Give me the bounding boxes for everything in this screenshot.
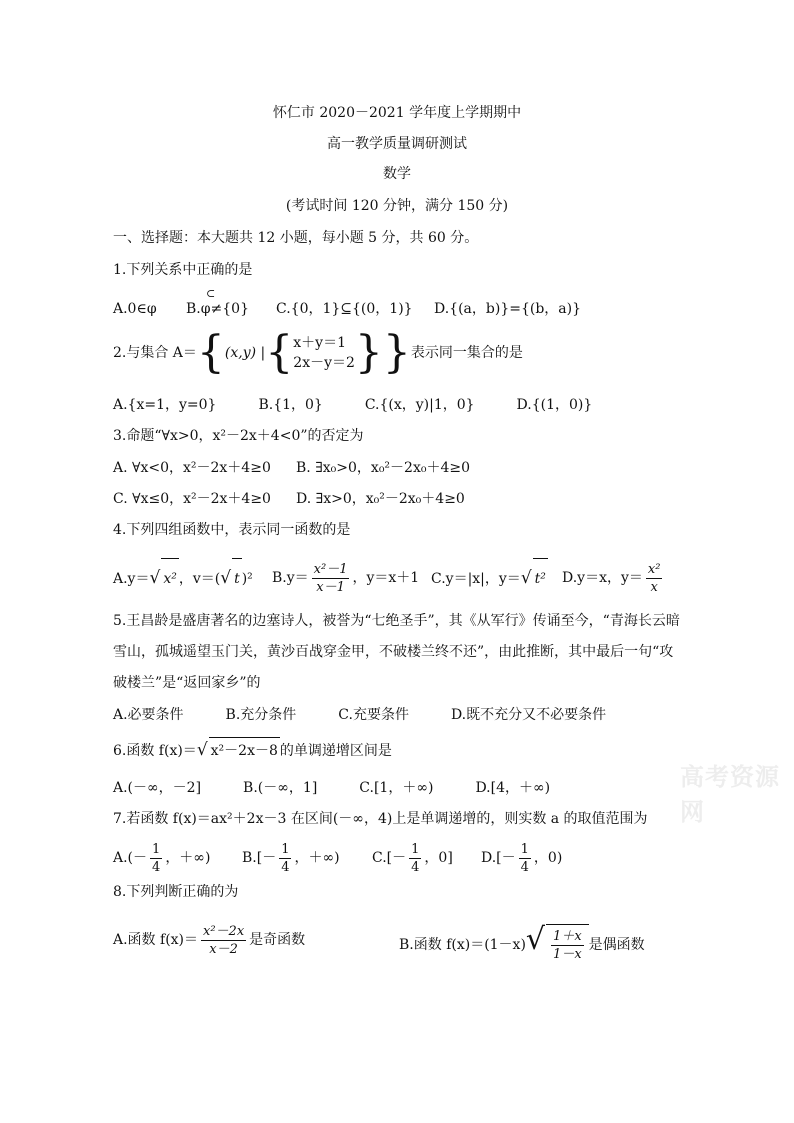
q1-option-a: A.0∈φ bbox=[113, 301, 157, 317]
q6-stem: 6.函数 f(x)＝√ x²－2x－8 的单调递增区间是 bbox=[113, 737, 392, 764]
q2-stem: 2.与集合 A＝{(x,y) |{ x＋y＝1 2x－y＝2 }}表示同一集合的是 bbox=[113, 327, 523, 378]
q1-option-b-mark: ⊂ bbox=[206, 287, 216, 300]
sqrt-icon: √ bbox=[220, 568, 232, 588]
watermark-logo: 高考资源网 bbox=[680, 762, 780, 826]
q2-options: A.{x=1，y=0} B.{1，0} C.{(x，y)|1，0} D.{(1，0)} bbox=[113, 397, 593, 413]
q3-option-c: C. ∀x≤0，x²－2x＋4≥0 bbox=[113, 491, 271, 507]
exam-title: 高一教学质量调研测试 bbox=[327, 136, 467, 152]
exam-time-note: (考试时间 120 分钟，满分 150 分) bbox=[285, 198, 509, 214]
exam-school-line: 怀仁市 2020－2021 学年度上学期期中 bbox=[272, 105, 522, 121]
q8-option-b: B.函数 f(x)＝(1－x)√ $\frac{1+x}{1-x}$ 是偶函数 bbox=[399, 920, 645, 965]
q1-stem: 1.下列关系中正确的是 bbox=[113, 262, 253, 278]
left-brace-icon: { bbox=[196, 327, 225, 378]
q3-stem: 3.命题“∀x>0，x²－2x＋4<0”的否定为 bbox=[113, 428, 364, 444]
fraction: $\frac{1}{4}$ bbox=[281, 841, 290, 875]
fraction: $\frac{1}{4}$ bbox=[411, 841, 420, 875]
q6-options: A.(－∞，－2] B.(－∞，1] C.[1，＋∞) D.[4，＋∞) bbox=[113, 780, 551, 796]
q5-line-3: 破楼兰”是“返回家乡”的 bbox=[113, 675, 261, 691]
sqrt-icon: √ bbox=[525, 922, 546, 957]
fraction: $\frac{\text{x²}}{x}$ bbox=[647, 561, 661, 595]
exam-subject: 数学 bbox=[383, 166, 411, 182]
q3-option-b: B. ∃x₀>0，x₀²－2x₀＋4≥0 bbox=[296, 460, 471, 476]
fraction: $\frac{\text{x²－2x}}{x-2}$ bbox=[203, 923, 245, 957]
q8-option-a: A.函数 f(x)＝ $\frac{\text{x²－2x}}{x-2}$ 是奇函数 bbox=[113, 923, 306, 957]
q4-option-d: D.y＝x，y＝ $\frac{\text{x²}}{x}$ bbox=[562, 561, 661, 595]
system-brace-icon: { bbox=[265, 327, 294, 378]
q4-option-a: A.y＝√ x² ，v＝(√ t )² bbox=[113, 558, 253, 599]
q8-stem: 8.下列判断正确的为 bbox=[113, 884, 239, 900]
sqrt-icon: √ bbox=[520, 568, 532, 588]
sqrt-icon: √ bbox=[196, 740, 208, 760]
q1-option-d: D.{(a，b)}={(b，a)} bbox=[434, 301, 581, 317]
q2-equation-2: 2x－y＝2 bbox=[293, 355, 355, 371]
q2-equation-system bbox=[293, 333, 355, 373]
fraction: $\frac{\text{x²－1}}{x-1}$ bbox=[313, 561, 348, 595]
right-brace-icon: }} bbox=[354, 327, 411, 378]
fraction: $\frac{1}{4}$ bbox=[152, 841, 161, 875]
q2-suffix: 表示同一集合的是 bbox=[410, 345, 523, 361]
q7-option-c: C.[－ $\frac{1}{4}$ ，0] bbox=[372, 841, 453, 875]
q1-option-c: C.{0，1}⊆{(0，1)} bbox=[276, 301, 413, 317]
sqrt-icon: √ bbox=[149, 568, 161, 588]
q4-option-c: C.y＝|x|，y＝√ t² bbox=[431, 558, 548, 599]
q5-line-2: 雪山，孤城遥望玉门关，黄沙百战穿金甲，不破楼兰终不还”，由此推断，其中最后一句“攻 bbox=[113, 644, 674, 660]
q3-option-d: D. ∃x>0，x₀²－2x₀＋4≥0 bbox=[296, 491, 465, 507]
q1-option-b: B.φ≠{0} bbox=[186, 301, 249, 317]
q7-option-a: A.(－ $\frac{1}{4}$ ，＋∞) bbox=[113, 841, 211, 875]
fraction: $\frac{1}{4}$ bbox=[520, 841, 529, 875]
q4-option-b: B.y＝ $\frac{\text{x²－1}}{x-1}$ ，y＝x＋1 bbox=[272, 561, 420, 595]
q2-equation-1: x＋y＝1 bbox=[293, 335, 346, 351]
q2-prefix: 2.与集合 A＝ bbox=[113, 345, 197, 361]
q5-options: A.必要条件 B.充分条件 C.充要条件 D.既不充分又不必要条件 bbox=[113, 707, 607, 723]
q4-stem: 4.下列四组函数中，表示同一函数的是 bbox=[113, 522, 351, 538]
section-title: 一、选择题：本大题共 12 小题，每小题 5 分，共 60 分。 bbox=[113, 230, 479, 246]
q2-set-element: (x,y) bbox=[224, 345, 257, 361]
q7-stem: 7.若函数 f(x)＝ax²＋2x－3 在区间(－∞，4)上是单调递增的，则实数 a 的取值范围为 bbox=[113, 811, 648, 827]
q3-option-a: A. ∀x<0，x²－2x＋4≥0 bbox=[113, 460, 271, 476]
fraction: $\frac{1+x}{1-x}$ bbox=[553, 928, 582, 962]
q7-option-d: D.[－ $\frac{1}{4}$ ，0) bbox=[481, 841, 563, 875]
q7-option-b: B.[－ $\frac{1}{4}$ ，＋∞) bbox=[242, 841, 340, 875]
q5-line-1: 5.王昌龄是盛唐著名的边塞诗人，被誉为“七绝圣手”，其《从军行》传诵至今，“青海长云暗 bbox=[113, 613, 680, 629]
